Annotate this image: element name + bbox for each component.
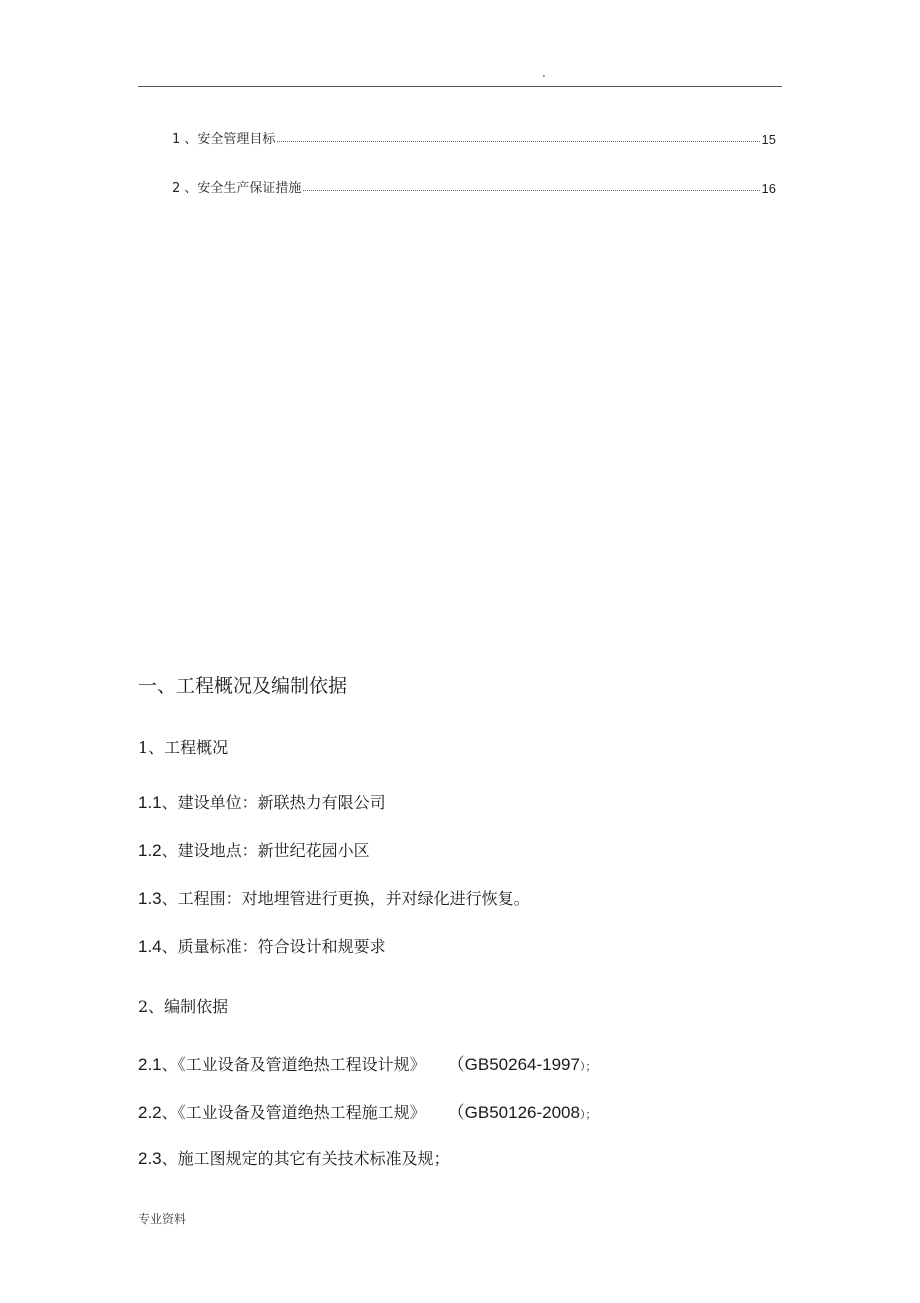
subsection-title [138, 994, 228, 1017]
section-heading: 一、工程概况及编制依据 [138, 675, 348, 697]
header-mark: . [542, 66, 546, 80]
toc-leader [277, 141, 759, 142]
item-text: 、工程围：对地埋管进行更换，并对绿化进行恢复。 [161, 889, 530, 908]
list-item [138, 838, 370, 861]
item-number: 1.4 [138, 937, 162, 956]
subsection-title-text: 2、编制依据 [138, 997, 229, 1016]
item-number: 2.3 [138, 1149, 162, 1168]
list-item [138, 886, 530, 909]
list-item [138, 934, 386, 957]
item-code: （GB50126-2008 [447, 1103, 580, 1122]
toc-entry[interactable] [172, 176, 776, 196]
item-end: ）； [579, 1060, 597, 1073]
toc-leader [303, 190, 759, 191]
list-item [138, 790, 386, 813]
item-text: 、建设地点：新世纪花园小区 [161, 841, 370, 860]
item-number: 1.3 [138, 889, 162, 908]
item-text: 、质量标准：符合设计和规要求 [161, 937, 386, 956]
item-number: 2.1 [138, 1055, 162, 1074]
list-item [138, 1098, 596, 1123]
item-number: 1.1 [138, 793, 162, 812]
item-text: 、建设单位：新联热力有限公司 [161, 793, 386, 812]
item-text: 、《工业设备及管道绝热工程施工规》 [161, 1103, 426, 1122]
subsection-title [138, 735, 228, 758]
list-item [138, 1050, 596, 1075]
item-text: 、施工图规定的其它有关技术标准及规； [161, 1149, 450, 1168]
subsection-title-text: 1、工程概况 [138, 738, 229, 757]
toc-entry[interactable] [172, 127, 776, 147]
toc-entry-page: 16 [761, 181, 776, 196]
item-end: ）； [579, 1108, 597, 1121]
item-code: （GB50264-1997 [447, 1055, 580, 1074]
header-rule [138, 86, 782, 87]
list-item [138, 1146, 450, 1169]
item-text: 、《工业设备及管道绝热工程设计规》 [161, 1055, 426, 1074]
toc-entry-label: 1 、安全管理目标 [172, 132, 276, 147]
toc-entry-label: 2 、安全生产保证措施 [172, 181, 302, 196]
item-number: 1.2 [138, 841, 162, 860]
footer-text: 专业资料 [138, 1212, 187, 1226]
toc-entry-page: 15 [761, 132, 776, 147]
item-number: 2.2 [138, 1103, 162, 1122]
